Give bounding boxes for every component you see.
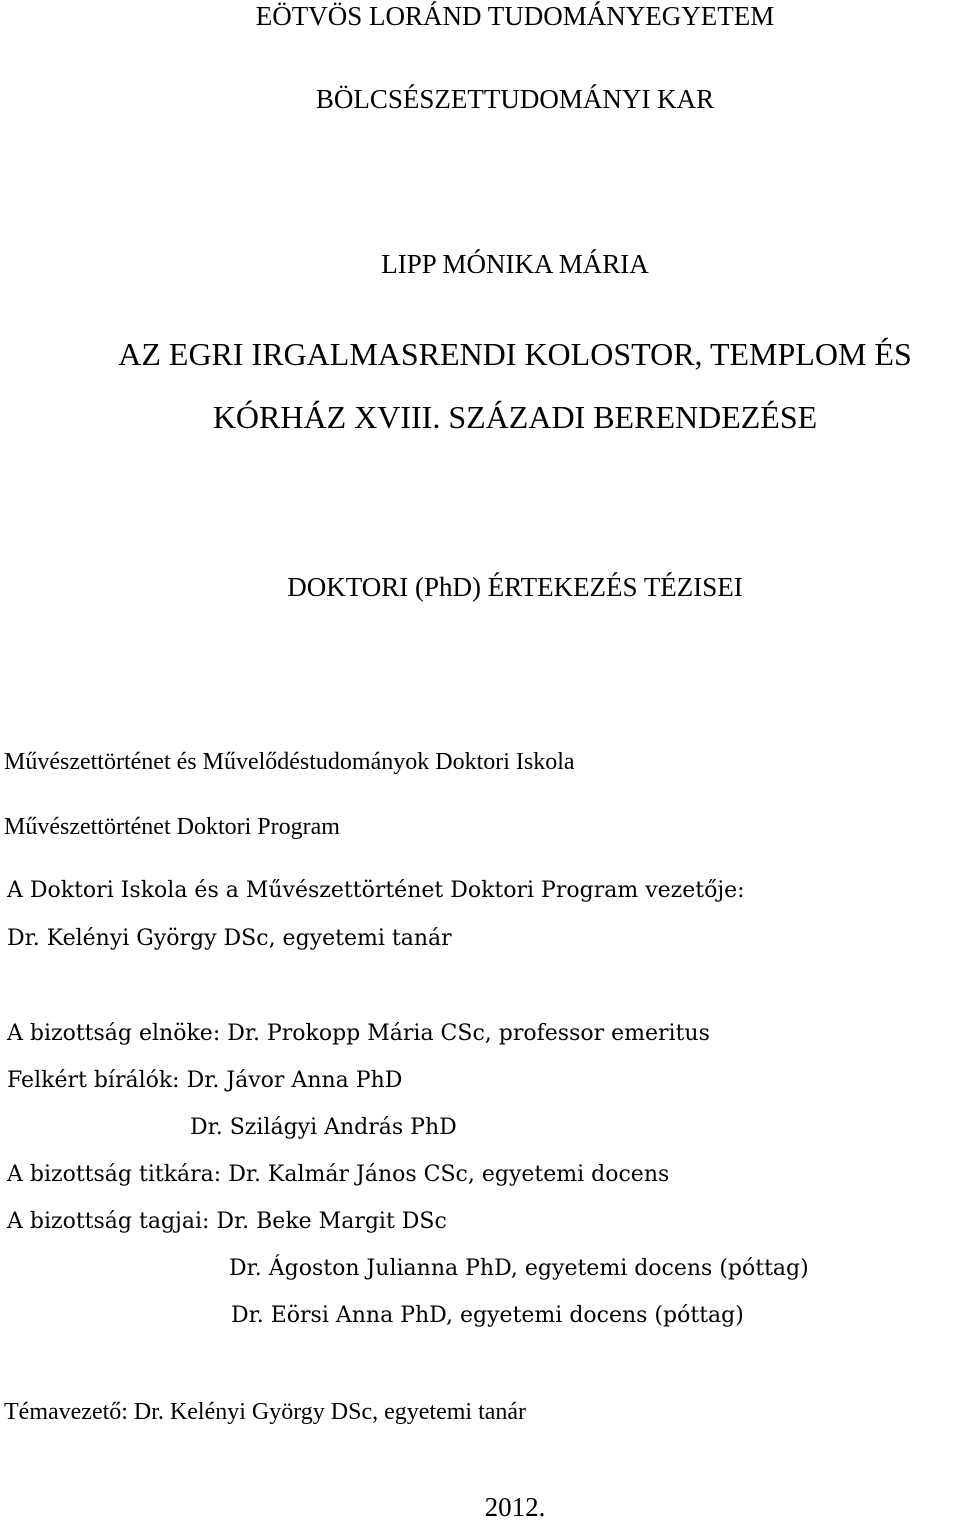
program-leader: Dr. Kelényi György DSc, egyetemi tanár — [7, 926, 452, 951]
reviewers-line-1: Felkért bírálók: Dr. Jávor Anna PhD — [7, 1068, 403, 1093]
committee-members-line-2: Dr. Ágoston Julianna PhD, egyetemi docens (póttag) — [229, 1256, 809, 1281]
reviewers-line-2: Dr. Szilágyi András PhD — [190, 1115, 457, 1140]
committee-chair: A bizottság elnöke: Dr. Prokopp Mária CSc, professor emeritus — [7, 1021, 710, 1046]
year: 2012. — [484, 1492, 546, 1522]
doctoral-school: Művészettörténet és Művelődéstudományok Doktori Iskola — [4, 749, 575, 775]
thesis-title-line-1: AZ EGRI IRGALMASRENDI KOLOSTOR, TEMPLOM ÉS — [118, 336, 912, 372]
author-name: LIPP MÓNIKA MÁRIA — [381, 249, 649, 279]
committee-members-line-3: Dr. Eörsi Anna PhD, egyetemi docens (póttag) — [231, 1303, 744, 1328]
faculty-name: BÖLCSÉSZETTUDOMÁNYI KAR — [315, 84, 715, 114]
document-subtitle: DOKTORI (PhD) ÉRTEKEZÉS TÉZISEI — [287, 572, 743, 602]
doctoral-program: Művészettörténet Doktori Program — [4, 814, 340, 840]
thesis-title-line-2: KÓRHÁZ XVIII. SZÁZADI BERENDEZÉSE — [212, 399, 818, 435]
program-leader-label: A Doktori Iskola és a Művészettörténet Doktori Program vezetője: — [7, 878, 745, 903]
committee-members-line-1: A bizottság tagjai: Dr. Beke Margit DSc — [7, 1209, 447, 1234]
committee-secretary: A bizottság titkára: Dr. Kalmár János CSc, egyetemi docens — [7, 1162, 670, 1187]
university-name: EÖTVÖS LORÁND TUDOMÁNYEGYETEM — [255, 1, 775, 31]
supervisor: Témavezető: Dr. Kelényi György DSc, egyetemi tanár — [4, 1399, 527, 1425]
